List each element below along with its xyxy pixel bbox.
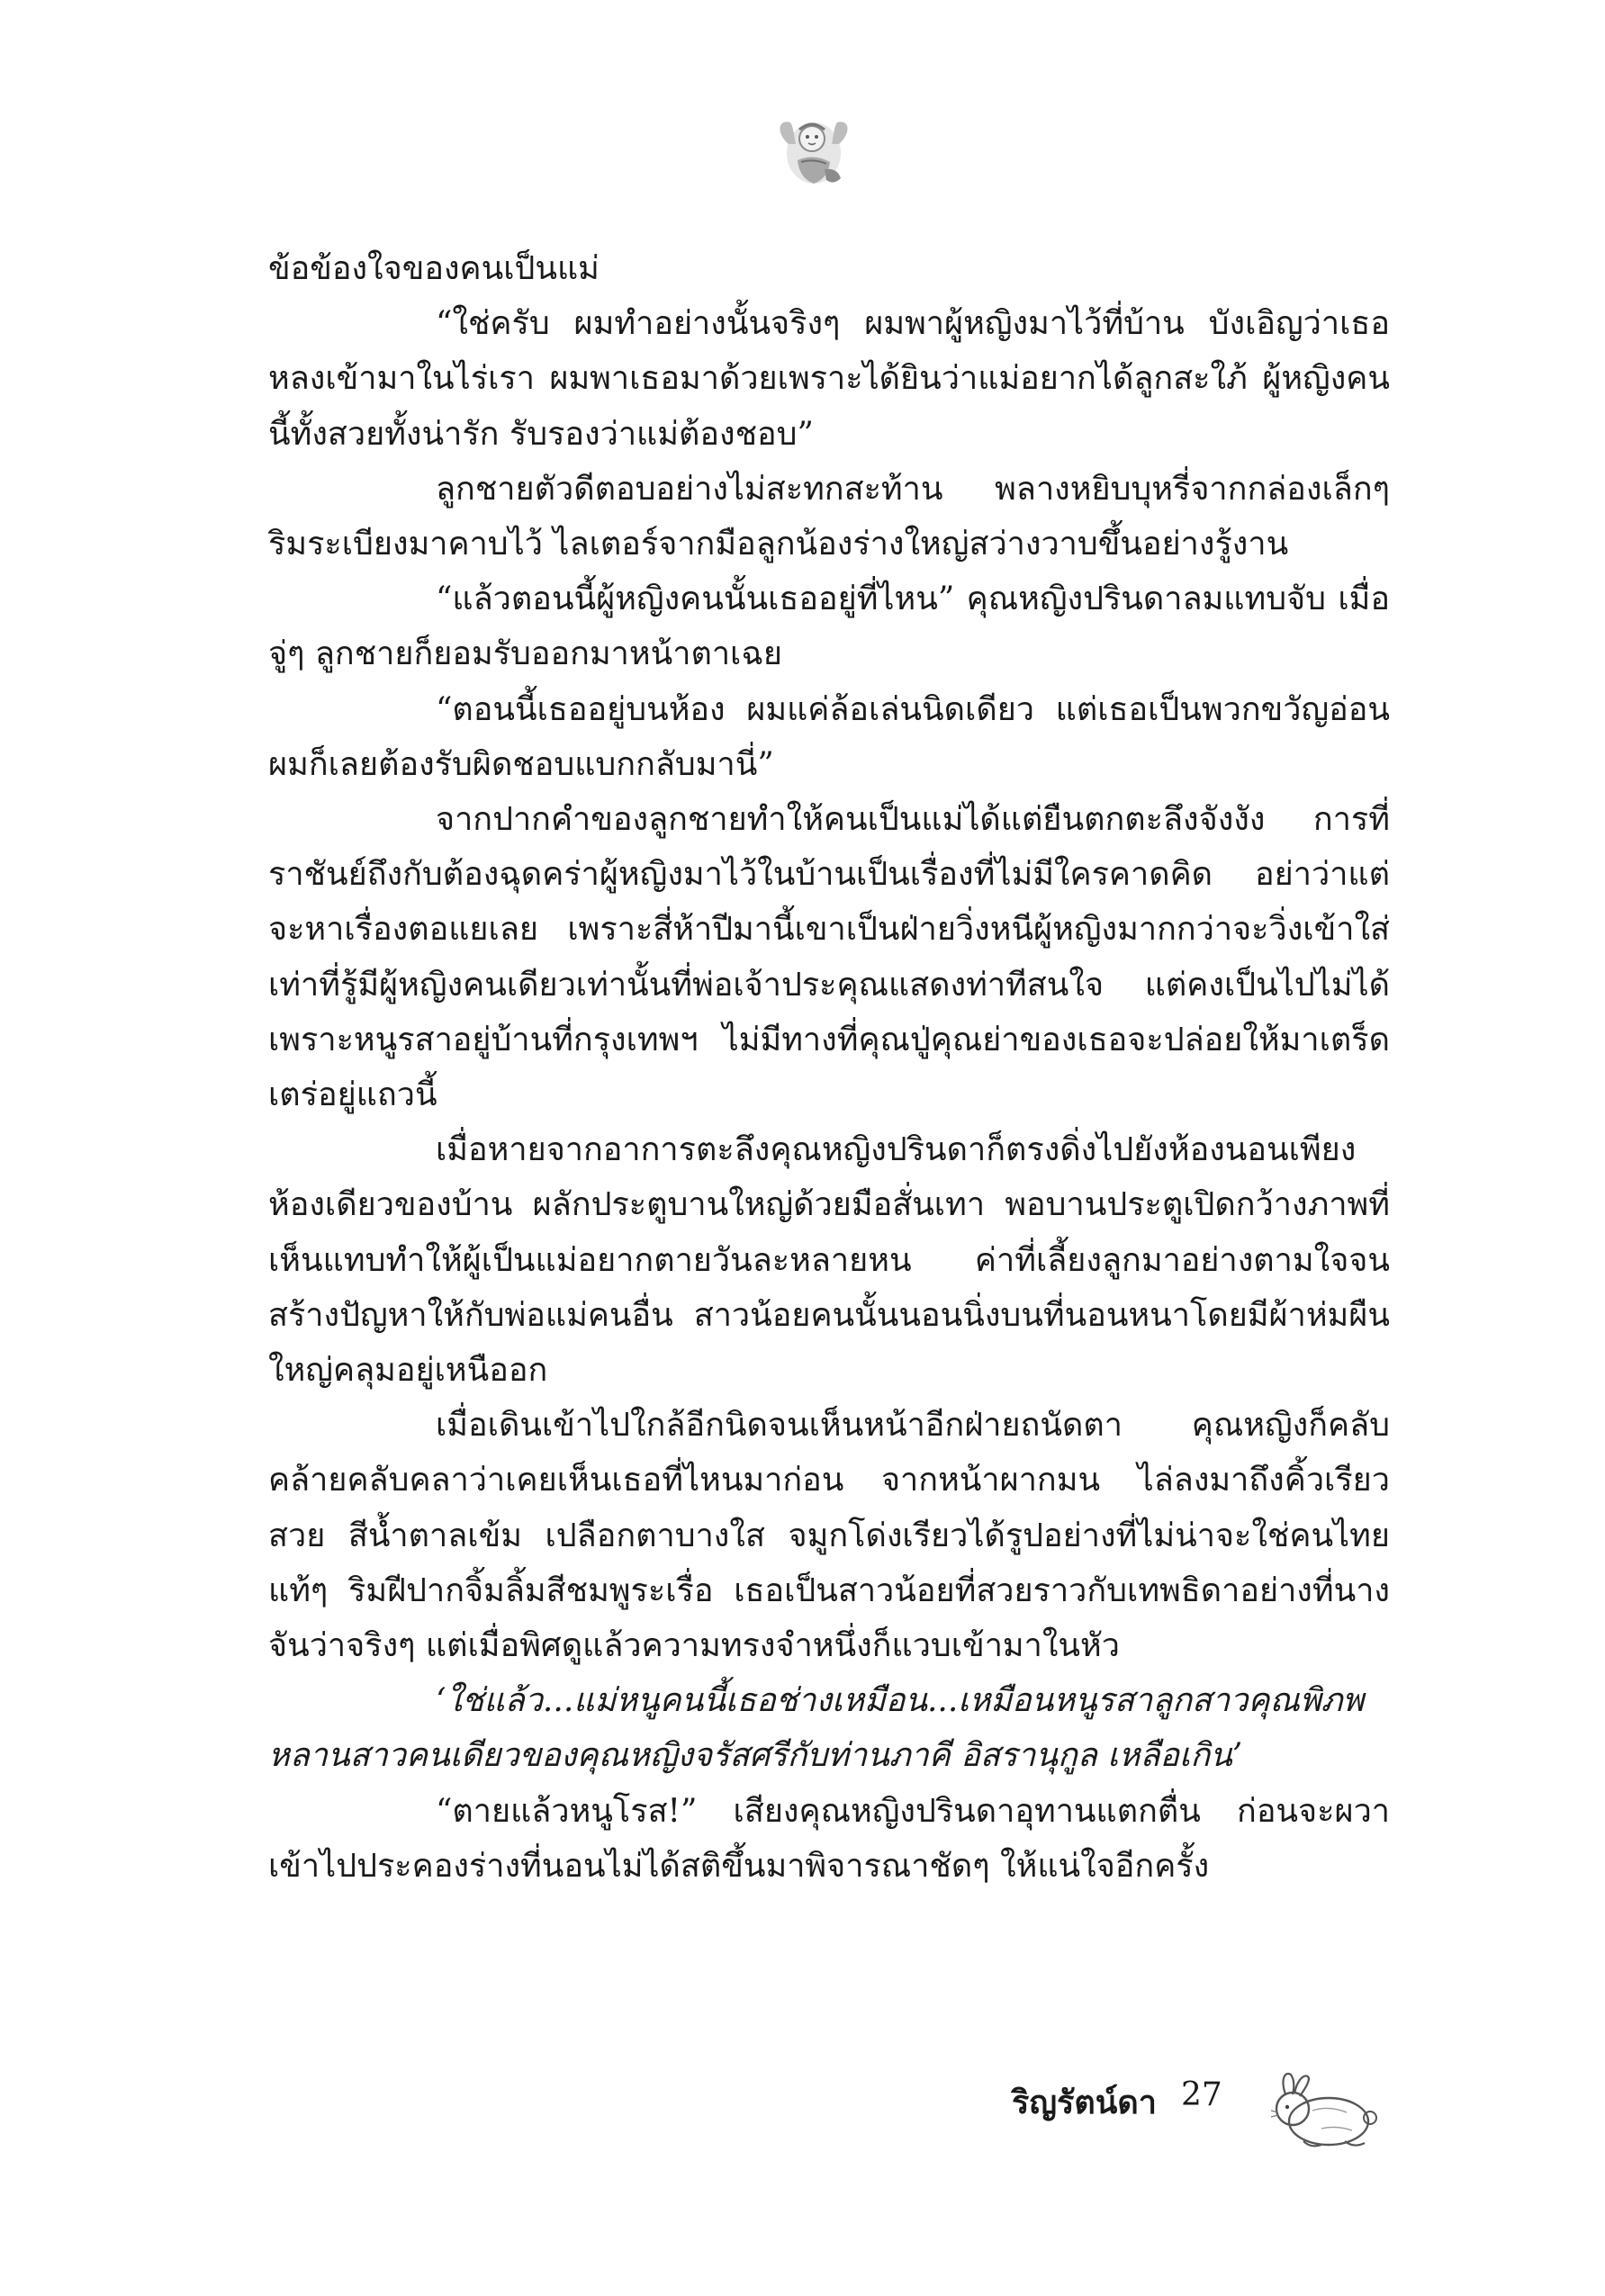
page-footer	[900, 2066, 1404, 2165]
paragraph-9-italic-thought: ‘ใช่แล้ว...แม่หนูคนนี้เธอช่างเหมือน...เหมือนหนูรสาลูกสาวคุณพิภพ หลานสาวคนเดียวของคุณหญิงจรัสศรีกับท่านภาคี อิสรานุกูล เหลือเกิน’	[268, 1682, 1365, 1775]
body-text	[268, 241, 1390, 1894]
paragraph-8: เมื่อเดินเข้าไปใกล้อีกนิดจนเห็นหน้าอีกฝ่ายถนัดตา คุณหญิงก็คลับคล้ายคลับคลาว่าเคยเห็นเธอที่ไหนมาก่อน จากหน้าผากมน ไล่ลงมาถึงคิ้วเรียวสวย สีน้ำตาลเข้ม เปลือกตาบางใส จมูกโด่งเรียวได้รูปอย่างที่ไม่น่าจะใช่คนไทยแท้ๆ ริมฝีปากจิ้มลิ้มสีชมพูระเรื่อ เธอเป็นสาวน้อยที่สวยราวกับเทพธิดาอย่างที่นางจันว่าจริงๆ แต่เมื่อพิศดูแล้วความทรงจำหนึ่งก็แวบเข้ามาในหัว	[268, 1407, 1390, 1665]
page-number: 27	[1181, 2076, 1222, 2113]
paragraph-3: ลูกชายตัวดีตอบอย่างไม่สะทกสะท้าน พลางหยิบบุหรี่จากกล่องเล็กๆ ริมระเบียงมาคาบไว้ ไลเตอร์จากมือลูกน้องร่างใหญ่สว่างวาบขึ้นอย่างรู้งาน	[268, 470, 1390, 563]
cherub-ornament-icon	[771, 106, 857, 196]
paragraph-1: ข้อข้องใจของคนเป็นแม่	[268, 250, 600, 287]
paragraph-2: “ใช่ครับ ผมทำอย่างนั้นจริงๆ ผมพาผู้หญิงมาไว้ที่บ้าน บังเอิญว่าเธอหลงเข้ามาในไร่เรา ผมพาเธอมาด้วยเพราะได้ยินว่าแม่อยากได้ลูกสะใภ้ ผู้หญิงคนนี้ทั้งสวยทั้งน่ารัก รับรองว่าแม่ต้องชอบ”	[268, 305, 1390, 453]
author-name: ริญรัตน์ดา	[1012, 2084, 1157, 2121]
paragraph-5: “ตอนนี้เธออยู่บนห้อง ผมแค่ล้อเล่นนิดเดียว แต่เธอเป็นพวกขวัญอ่อน ผมก็เลยต้องรับผิดชอบแบกกลับมานี่”	[268, 690, 1390, 783]
paragraph-4: “แล้วตอนนี้ผู้หญิงคนนั้นเธออยู่ที่ไหน” คุณหญิงปรินดาลมแทบจับ เมื่อจู่ๆ ลูกชายก็ยอมรับออกมาหน้าตาเฉย	[268, 581, 1390, 673]
paragraph-6: จากปากคำของลูกชายทำให้คนเป็นแม่ได้แต่ยืนตกตะลึงจังงัง การที่ราชันย์ถึงกับต้องฉุดคร่าผู้หญิงมาไว้ในบ้านเป็นเรื่องที่ไม่มีใครคาดคิด อย่าว่าแต่จะหาเรื่องตอแยเลย เพราะสี่ห้าปีมานี้เขาเป็นฝ่ายวิ่งหนีผู้หญิงมากกว่าจะวิ่งเข้าใส่ เท่าที่รู้มีผู้หญิงคนเดียวเท่านั้นที่พ่อเจ้าประคุณแสดงท่าทีสนใจ แต่คงเป็นไปไม่ได้ เพราะหนูรสาอยู่บ้านที่กรุงเทพฯ ไม่มีทางที่คุณปู่คุณย่าของเธอจะปล่อยให้มาเตร็ดเตร่อยู่แถวนี้	[268, 801, 1390, 1114]
rabbit-icon	[1258, 2066, 1393, 2156]
paragraph-10: “ตายแล้วหนูโรส!” เสียงคุณหญิงปรินดาอุทานแตกตื่น ก่อนจะผวาเข้าไปประคองร่างที่นอนไม่ได้สติขึ้นมาพิจารณาชัดๆ ให้แน่ใจอีกครั้ง	[268, 1792, 1390, 1885]
paragraph-7: เมื่อหายจากอาการตะลึงคุณหญิงปรินดาก็ตรงดิ่งไปยังห้องนอนเพียงห้องเดียวของบ้าน ผลักประตูบานใหญ่ด้วยมือสั่นเทา พอบานประตูเปิดกว้างภาพที่เห็นแทบทำให้ผู้เป็นแม่อยากตายวันละหลายหน ค่าที่เลี้ยงลูกมาอย่างตามใจจนสร้างปัญหาให้กับพ่อแม่คนอื่น สาวน้อยคนนั้นนอนนิ่งบนที่นอนหนาโดยมีผ้าห่มผืนใหญ่คลุมอยู่เหนืออก	[268, 1131, 1390, 1390]
